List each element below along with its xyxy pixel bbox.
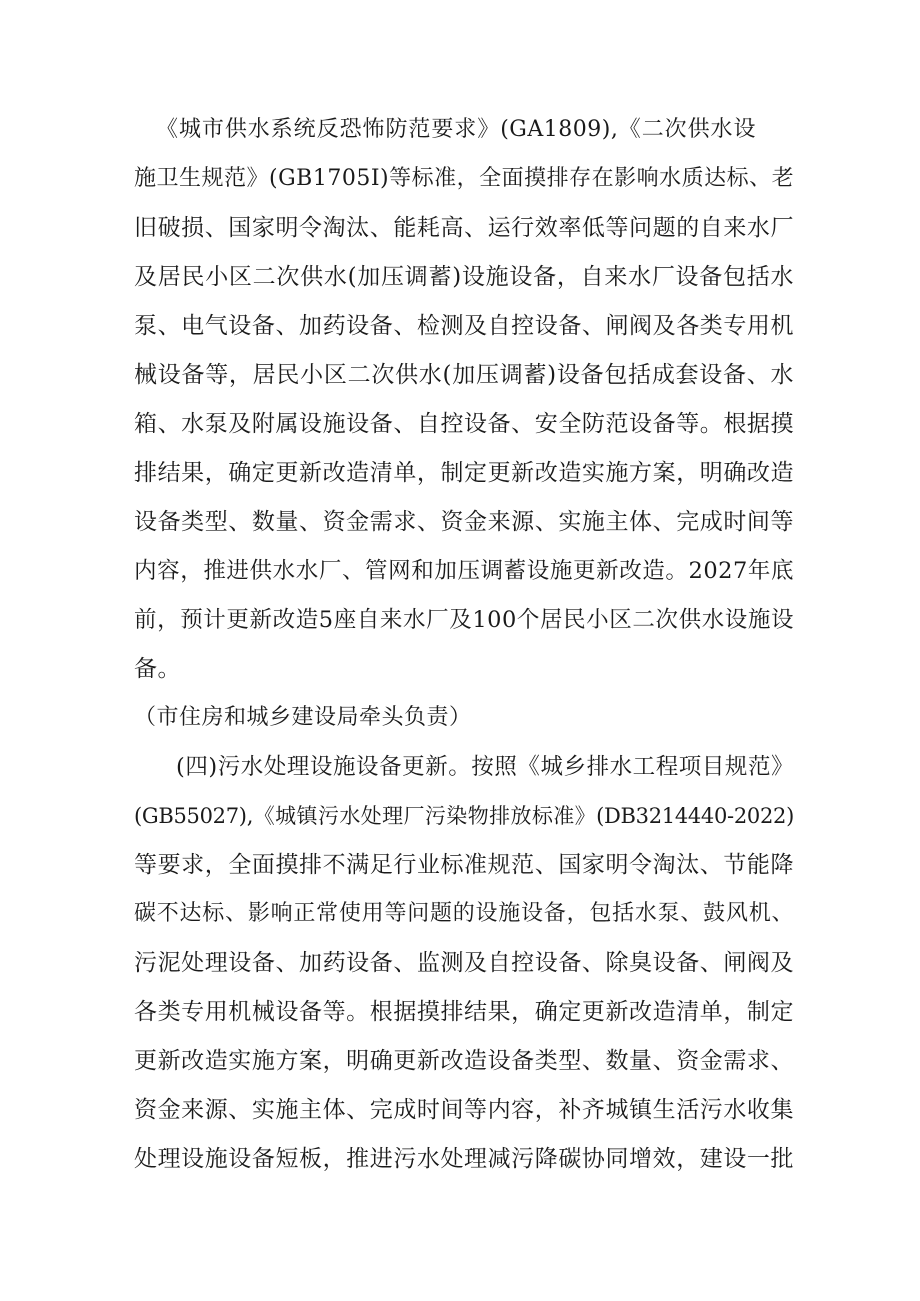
paragraph-line: 碳不达标、影响正常使用等问题的设施设备，包括水泵、鼓风机、	[134, 901, 794, 926]
paragraph-line: 备。	[134, 656, 181, 682]
paragraph-line: 等要求，全面摸排不满足行业标准规范、国家明令淘汰、节能降	[134, 852, 794, 878]
paragraph-line: 更新改造实施方案，明确更新改造设备类型、数量、资金需求、	[134, 1048, 794, 1074]
paragraph-line: 排结果，确定更新改造清单，制定更新改造实施方案，明确改造	[134, 460, 794, 486]
paragraph-line: 污泥处理设备、加药设备、监测及自控设备、除臭设备、闸阀及	[134, 950, 794, 976]
paragraph-line: 旧破损、国家明令淘汰、能耗高、运行效率低等问题的自来水厂	[134, 215, 794, 241]
paragraph-line: 械设备等，居民小区二次供水(加压调蓄)设备包括成套设备、水	[134, 362, 794, 388]
paragraph-line: 前，预计更新改造5座自来水厂及100个居民小区二次供水设施设	[134, 607, 794, 633]
paragraph-line: 资金来源、实施主体、完成时间等内容，补齐城镇生活污水收集	[134, 1097, 794, 1123]
paragraph-line: 内容，推进供水水厂、管网和加压调蓄设施更新改造。2027年底	[134, 558, 794, 584]
paragraph-line: 施卫生规范》(GB1705I)等标准，全面摸排存在影响水质达标、老	[134, 166, 795, 191]
paragraph-line: 泵、电气设备、加药设备、检测及自控设备、闸阀及各类专用机	[134, 313, 794, 339]
paragraph-line: 各类专用机械设备等。根据摸排结果，确定更新改造清单，制定	[134, 999, 794, 1025]
paragraph-line: 《城市供水系统反恐怖防范要求》(GA1809),《二次供水设	[156, 117, 756, 142]
paragraph-line: (GB55027),《城镇污水处理厂污染物排放标准》(DB3214440-2022)	[134, 804, 794, 828]
responsible-department-note: （市住房和城乡建设局牵头负责）	[134, 705, 472, 730]
paragraph-line: 箱、水泵及附属设施设备、自控设备、安全防范设备等。根据摸	[134, 411, 794, 437]
paragraph-line: 处理设施设备短板，推进污水处理减污降碳协同增效，建设一批	[134, 1146, 794, 1172]
section-heading-line: (四)污水处理设施设备更新。按照《城乡排水工程项目规范》	[176, 754, 794, 780]
paragraph-line: 设备类型、数量、资金需求、资金来源、实施主体、完成时间等	[134, 509, 794, 535]
paragraph-line: 及居民小区二次供水(加压调蓄)设施设备，自来水厂设备包括水	[134, 264, 794, 290]
